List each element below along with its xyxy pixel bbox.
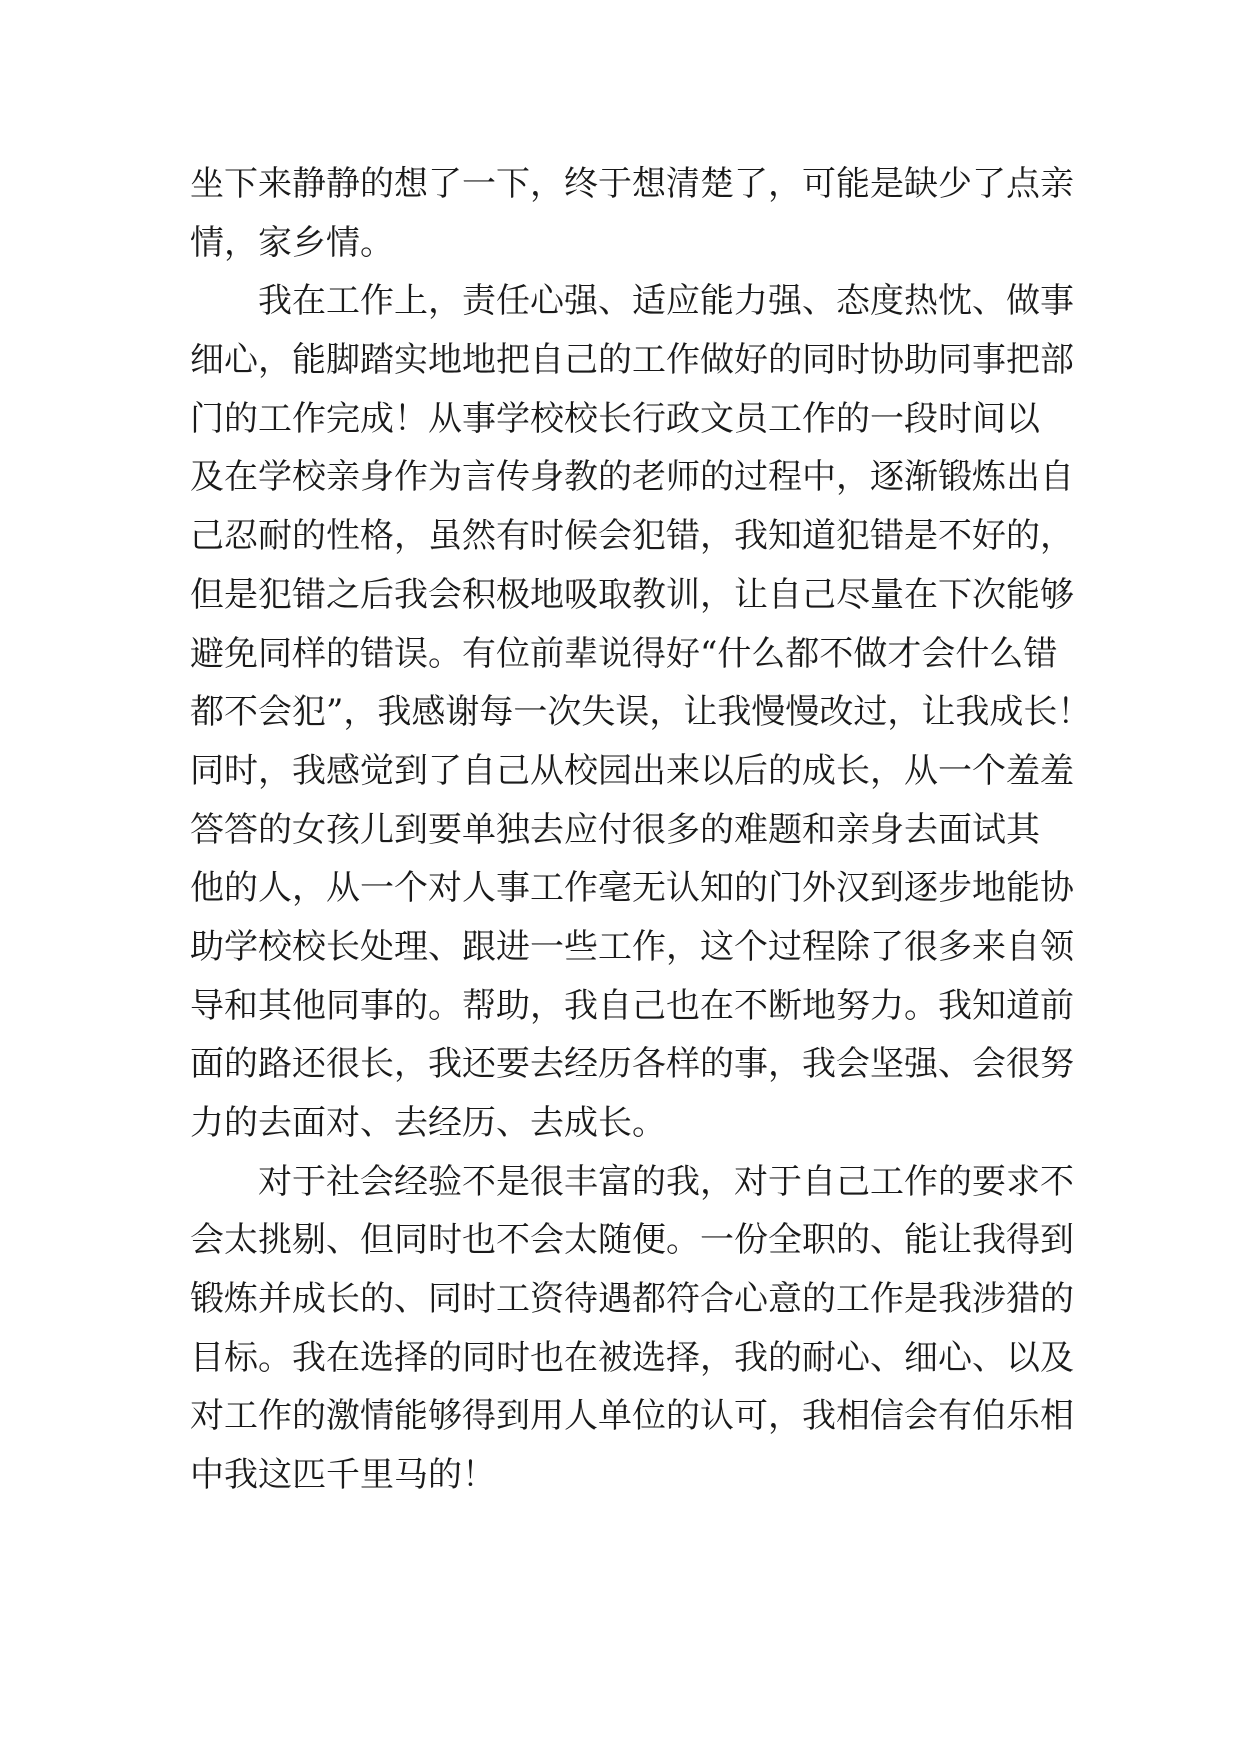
- text-line: 坐下来静静的想了一下，终于想清楚了，可能是缺少了点亲: [190, 164, 1074, 204]
- text-line: 中我这匹千里马的！: [190, 1455, 496, 1496]
- text-line: 及在学校亲身作为言传身教的老师的过程中，逐渐锻炼出自: [190, 457, 1074, 498]
- text-line: 导和其他同事的。帮助，我自己也在不断地努力。我知道前: [190, 985, 1074, 1026]
- text-line: 力的去面对、去经历、去成长。: [190, 1103, 666, 1143]
- paragraph-start-line: 对于社会经验不是很丰富的我，对于自己工作的要求不: [258, 1161, 1074, 1202]
- text-line: 细心，能脚踏实地地把自己的工作做好的同时协助同事把部: [190, 340, 1074, 381]
- text-line: 门的工作完成！从事学校校长行政文员工作的一段时间以: [190, 398, 1040, 439]
- text-line: 同时，我感觉到了自己从校园出来以后的成长，从一个羞羞: [190, 750, 1074, 791]
- text-line: 他的人，从一个对人事工作毫无认知的门外汉到逐步地能协: [190, 868, 1074, 909]
- text-line: 对工作的激情能够得到用人单位的认可，我相信会有伯乐相: [190, 1396, 1074, 1437]
- text-line: 会太挑剔、但同时也不会太随便。一份全职的、能让我得到: [190, 1220, 1074, 1261]
- text-line: 面的路还很长，我还要去经历各样的事，我会坚强、会很努: [190, 1044, 1074, 1085]
- text-line: 都不会犯”，我感谢每一次失误，让我慢慢改过，让我成长！: [190, 692, 1092, 733]
- body-text: [190, 155, 1090, 1505]
- text-line: 锻炼并成长的、同时工资待遇都符合心意的工作是我涉猎的: [190, 1279, 1074, 1320]
- text-line: 助学校校长处理、跟进一些工作，这个过程除了很多来自领: [190, 926, 1074, 967]
- text-line: 情，家乡情。: [190, 222, 394, 263]
- paragraph-start-line: 我在工作上，责任心强、适应能力强、态度热忱、做事: [258, 281, 1074, 322]
- text-line: 但是犯错之后我会积极地吸取教训，让自己尽量在下次能够: [190, 574, 1074, 615]
- text-line: 目标。我在选择的同时也在被选择，我的耐心、细心、以及: [190, 1337, 1074, 1378]
- text-line: 避免同样的错误。有位前辈说得好“什么都不做才会什么错: [190, 633, 1058, 674]
- text-line: 答答的女孩儿到要单独去应付很多的难题和亲身去面试其: [190, 809, 1040, 850]
- text-line: 己忍耐的性格，虽然有时候会犯错，我知道犯错是不好的，: [190, 516, 1074, 557]
